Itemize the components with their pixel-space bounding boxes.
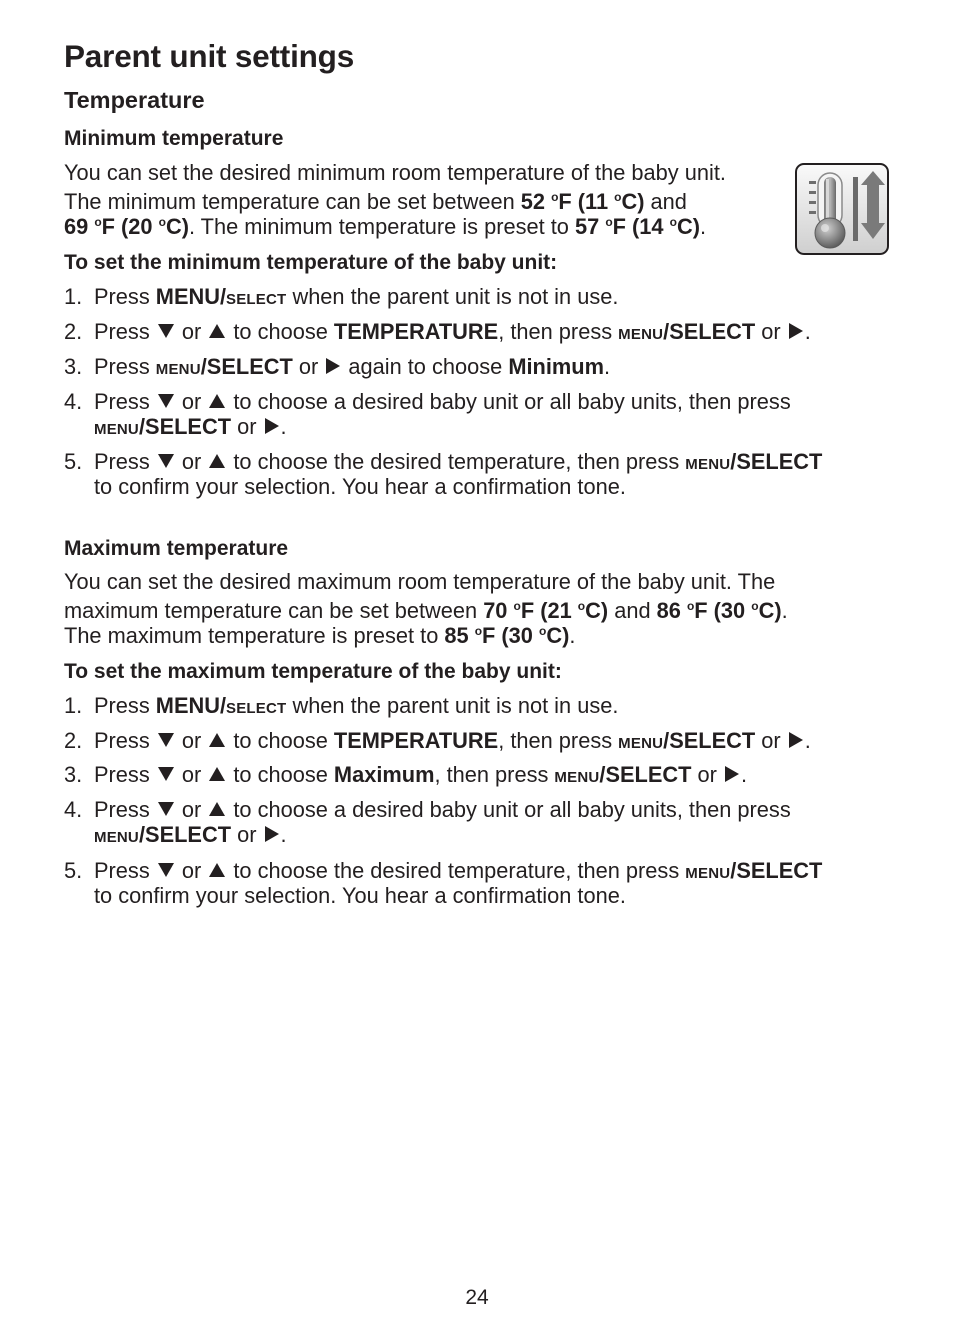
up-arrow-icon	[209, 733, 225, 747]
max-preset-temp: 85 $^o$F (30 $^o$C)	[444, 623, 570, 648]
down-arrow-icon	[158, 454, 174, 468]
max-high-temp: 86 $^o$F (30 $^o$C)	[656, 598, 782, 623]
up-arrow-icon	[209, 767, 225, 781]
down-arrow-icon	[158, 394, 174, 408]
down-arrow-icon	[158, 324, 174, 338]
page-title: Parent unit settings	[64, 38, 355, 74]
min-steps-heading: To set the minimum temperature of the baby unit:	[64, 251, 558, 274]
down-arrow-icon	[158, 767, 174, 781]
max-temp-heading: Maximum temperature	[64, 537, 289, 560]
section-title: Temperature	[64, 87, 205, 113]
min-low-temp: 52 $^o$F (11 $^o$C)	[520, 189, 645, 214]
min-high-temp: 69 $^o$F (20 $^o$C)	[64, 214, 189, 239]
up-arrow-icon	[209, 454, 225, 468]
thermometer-up-down-icon	[795, 163, 889, 255]
page-number: 24	[465, 1286, 489, 1309]
right-arrow-icon	[265, 826, 279, 842]
down-arrow-icon	[158, 733, 174, 747]
right-arrow-icon	[265, 418, 279, 434]
right-arrow-icon	[725, 766, 739, 782]
right-arrow-icon	[789, 732, 803, 748]
up-arrow-icon	[209, 324, 225, 338]
max-steps-heading: To set the maximum temperature of the baby unit:	[64, 660, 562, 683]
min-temp-intro: You can set the desired minimum room temperature of the baby unit. The minimum temperature can be set between 52 $^o$F (11 $^o$C) and 69 $^o$F (20 $^o$C). The minimum temperature is preset to 57 $^o$F (14 $^o$C).	[64, 160, 726, 239]
min-temp-heading: Minimum temperature	[64, 127, 284, 150]
up-arrow-icon	[209, 802, 225, 816]
down-arrow-icon	[158, 802, 174, 816]
up-arrow-icon	[209, 394, 225, 408]
up-arrow-icon	[209, 863, 225, 877]
max-low-temp: 70 $^o$F (21 $^o$C)	[483, 598, 609, 623]
max-temp-intro: You can set the desired maximum room temperature of the baby unit. The maximum temperature can be set between 70 $^o$F (21 $^o$C) and 86 $^o$F (30 $^o$C). The maximum temperature is preset to 85 $^o$F (30 $^o$C).	[64, 569, 788, 648]
min-preset-temp: 57 $^o$F (14 $^o$C)	[575, 214, 700, 239]
right-arrow-icon	[326, 358, 340, 374]
down-arrow-icon	[158, 863, 174, 877]
right-arrow-icon	[789, 323, 803, 339]
